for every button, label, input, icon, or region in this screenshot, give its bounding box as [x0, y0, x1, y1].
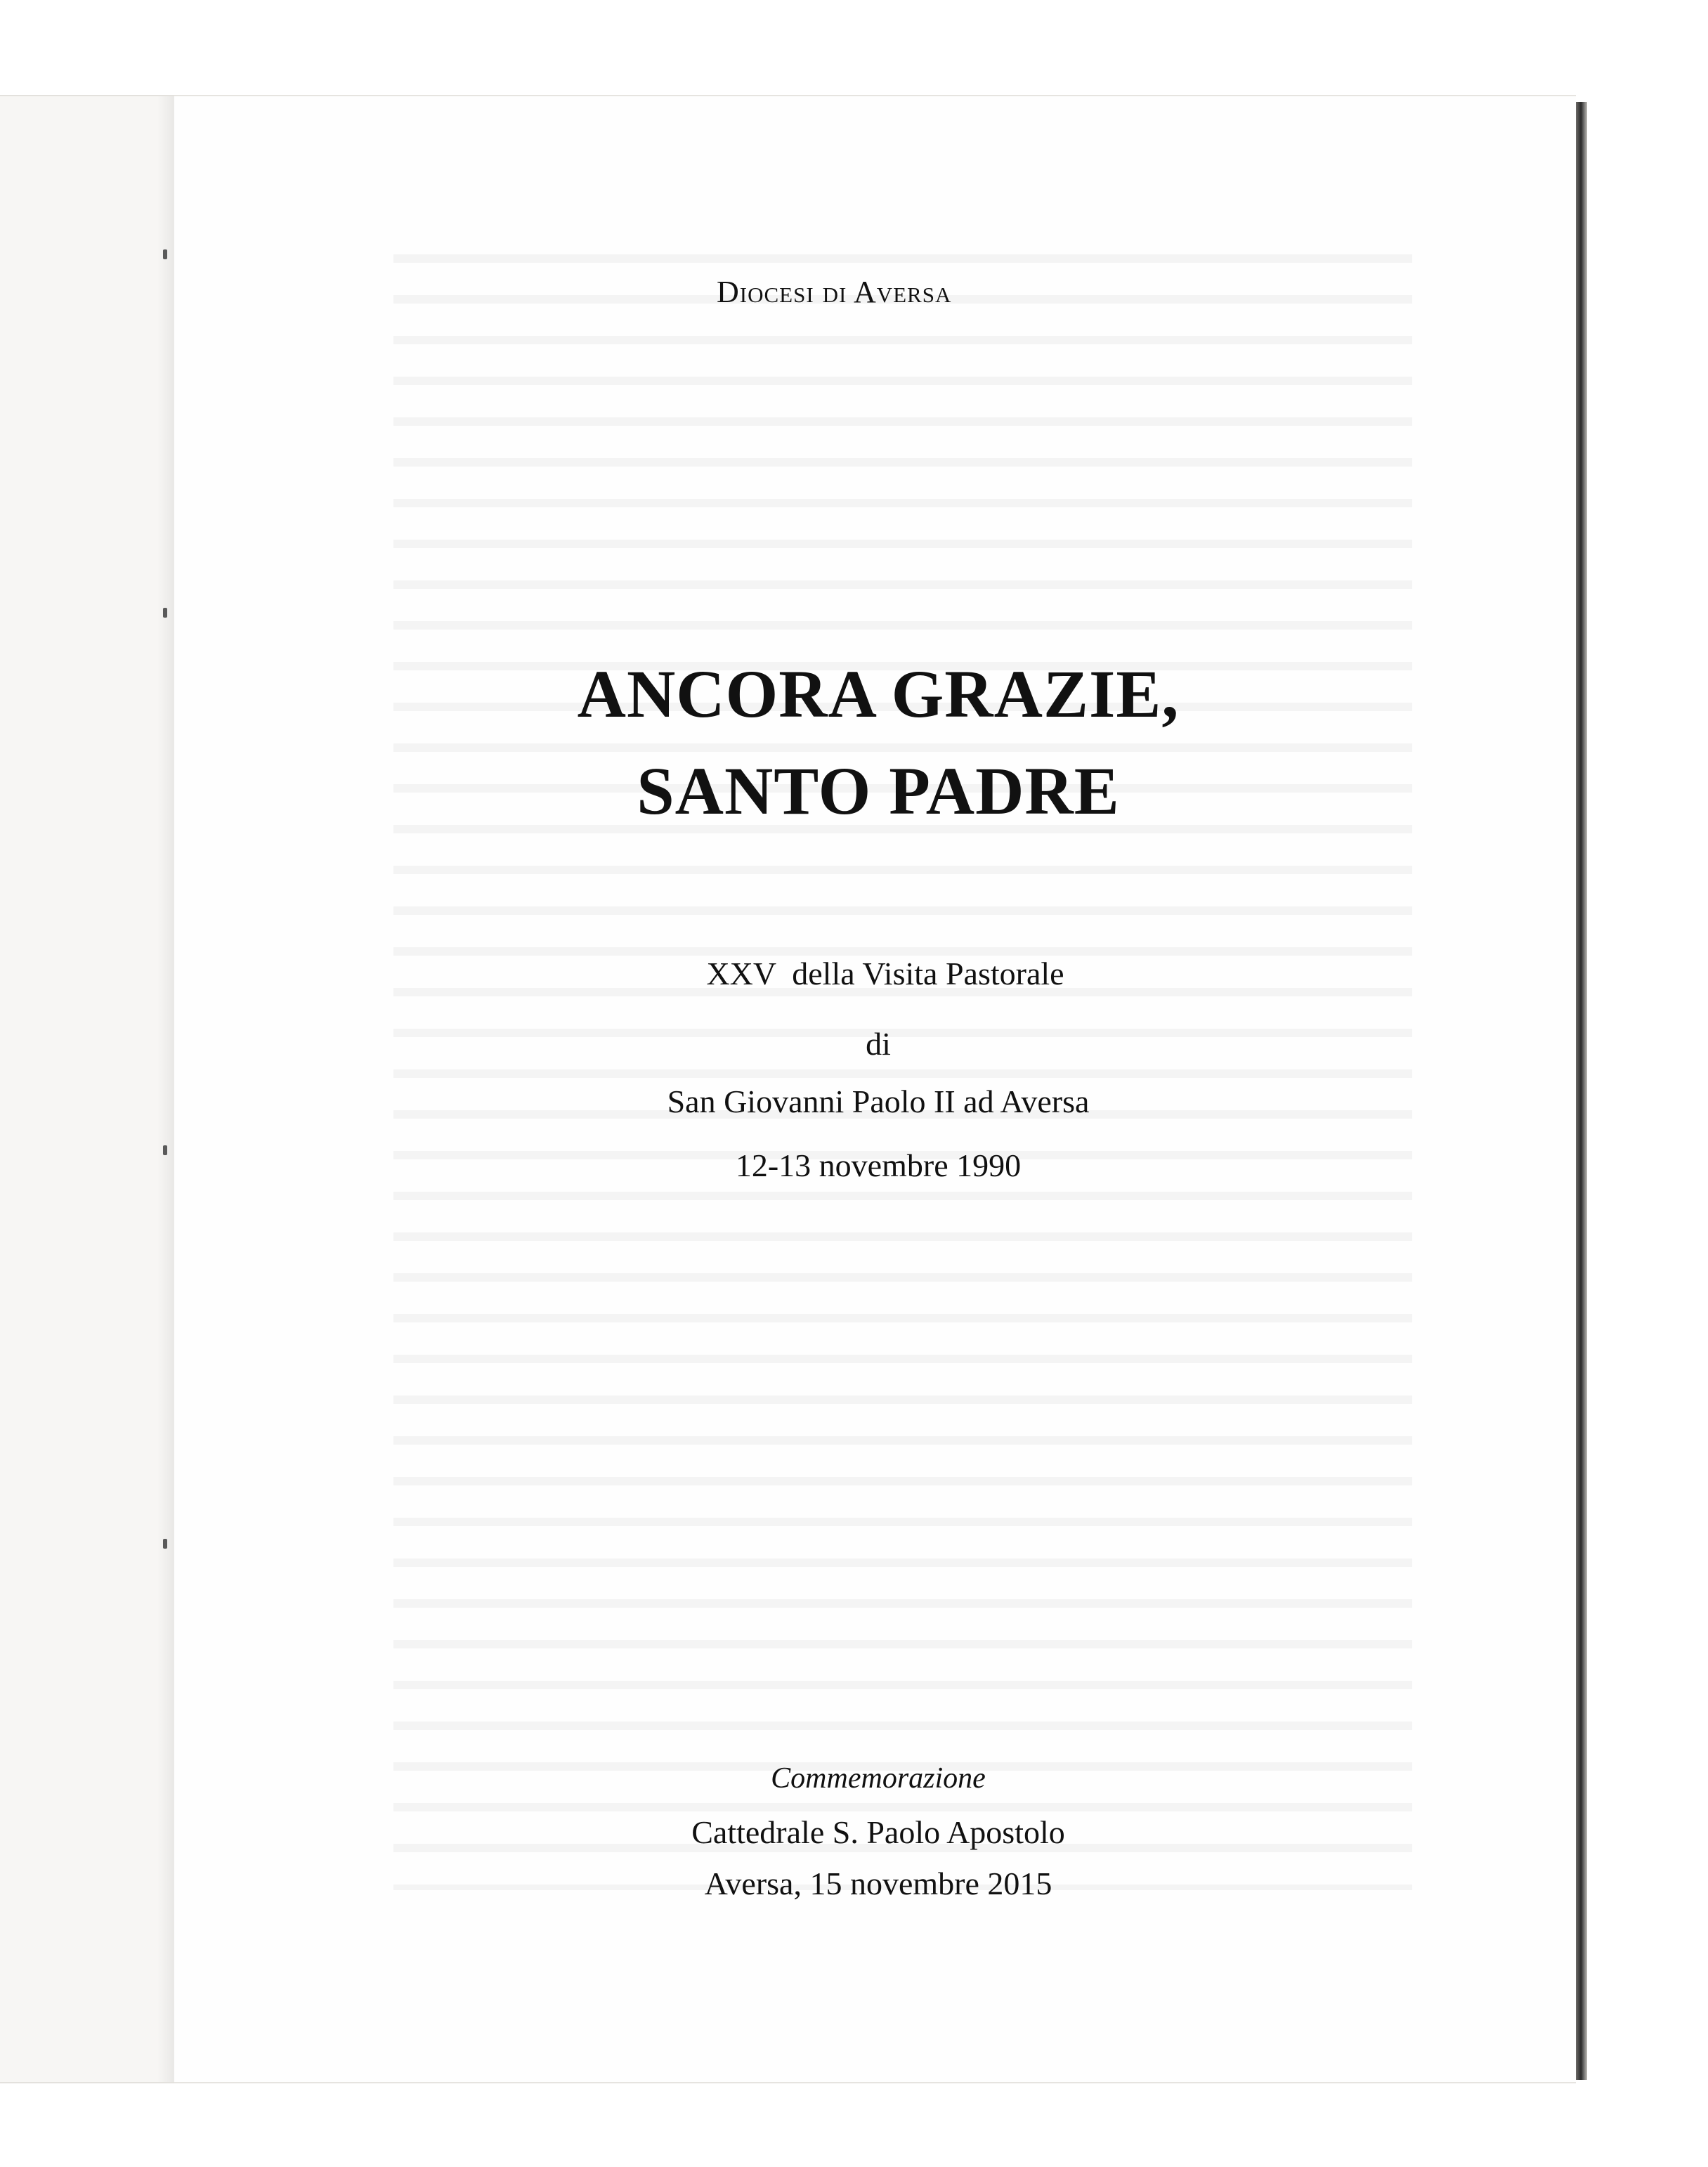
- left-facing-page: [0, 95, 174, 2083]
- staple-mark: [163, 249, 167, 259]
- subtitle-di: di: [866, 1026, 891, 1062]
- subtitle-dates: 12-13 novembre 1990: [735, 1147, 1022, 1183]
- subtitle-pope: San Giovanni Paolo II ad Aversa: [667, 1084, 1090, 1119]
- commemoration-date: Aversa, 15 novembre 2015: [704, 1866, 1052, 1901]
- page-edge: [1576, 102, 1587, 2080]
- title-line-2: SANTO PADRE: [637, 753, 1120, 828]
- cathedral-name: Cattedrale S. Paolo Apostolo: [691, 1814, 1065, 1850]
- diocese-heading: Diocesi di Aversa: [717, 275, 952, 309]
- gutter-shadow: [157, 96, 174, 2082]
- title-line-1: ANCORA GRAZIE,: [577, 656, 1180, 731]
- staple-mark: [163, 608, 167, 618]
- subtitle-anniversary: XXV della Visita Pastorale: [706, 956, 1064, 991]
- staple-mark: [163, 1539, 167, 1549]
- commemoration-label: Commemorazione: [771, 1762, 986, 1795]
- staple-mark: [163, 1145, 167, 1155]
